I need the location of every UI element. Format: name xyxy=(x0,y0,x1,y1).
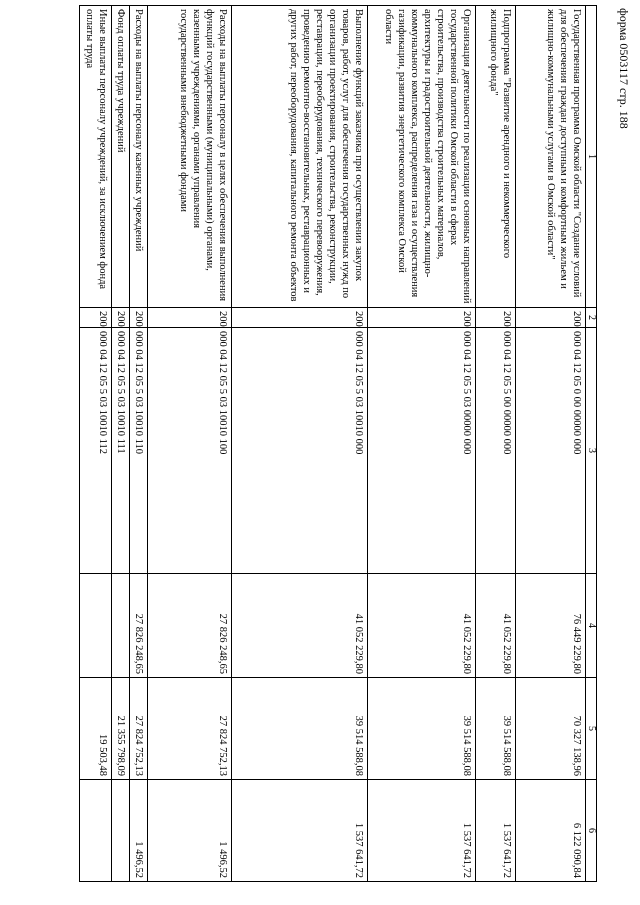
row-executed: 19 503,48 xyxy=(80,678,112,780)
table-row xyxy=(516,6,586,882)
col-header-4: 4 xyxy=(586,574,597,678)
row-name: Иные выплаты персоналу учреждений, за исключением фонда оплаты труда xyxy=(80,6,112,308)
row-approved: 41 052 229,80 xyxy=(476,574,516,678)
row-name: Подпрограмма "Развитие арендного и некоммерческого жилищного фонда" xyxy=(476,6,516,308)
row-approved: 27 826 248,65 xyxy=(130,574,148,678)
row-budget-code: 000 04 12 05 5 03 00000 000 xyxy=(368,328,476,574)
row-line-code: 200 xyxy=(368,308,476,328)
row-executed: 27 824 752,13 xyxy=(130,678,148,780)
row-approved xyxy=(112,574,130,678)
table-row xyxy=(232,6,368,882)
col-header-5: 5 xyxy=(586,678,597,780)
row-unexecuted: 1 496,52 xyxy=(148,780,232,882)
col-header-3: 3 xyxy=(586,328,597,574)
row-budget-code: 000 04 12 05 5 03 10010 111 xyxy=(112,328,130,574)
row-approved: 41 052 229,80 xyxy=(368,574,476,678)
row-unexecuted: 1 537 641,72 xyxy=(232,780,368,882)
row-budget-code: 000 04 12 05 5 03 10010 112 xyxy=(80,328,112,574)
table-row xyxy=(130,6,148,882)
row-budget-code: 000 04 12 05 5 03 10010 000 xyxy=(232,328,368,574)
row-line-code: 200 xyxy=(130,308,148,328)
row-approved: 41 052 229,80 xyxy=(232,574,368,678)
row-unexecuted: 1 537 641,72 xyxy=(368,780,476,882)
table-row xyxy=(112,6,130,882)
row-unexecuted xyxy=(80,780,112,882)
row-name: Расходы на выплаты персоналу казенных учреждений xyxy=(130,6,148,308)
row-executed: 27 824 752,13 xyxy=(148,678,232,780)
row-unexecuted: 6 122 090,84 xyxy=(516,780,586,882)
row-line-code: 200 xyxy=(232,308,368,328)
row-name: Выполнение функций заказчика при осуществлении закупок товаров, работ, услуг для обеспечения государственных нужд по организации проектирования, строительства, реконструкции, реставрации, переоборудования, технического перевооружения, проведению ремонтно-восстановительных, реставрационных и других работ, переоборудования, капитального ремонта объектов xyxy=(232,6,368,308)
row-executed: 70 327 138,96 xyxy=(516,678,586,780)
col-header-2: 2 xyxy=(586,308,597,328)
row-executed: 21 355 798,09 xyxy=(112,678,130,780)
row-budget-code: 000 04 12 05 5 03 10010 110 xyxy=(130,328,148,574)
row-line-code: 200 xyxy=(148,308,232,328)
row-approved xyxy=(80,574,112,678)
row-approved: 76 449 229,80 xyxy=(516,574,586,678)
row-line-code: 200 xyxy=(516,308,586,328)
row-executed: 39 514 588,08 xyxy=(476,678,516,780)
budget-table xyxy=(79,5,597,882)
row-unexecuted xyxy=(112,780,130,882)
row-budget-code: 000 04 12 05 5 03 10010 100 xyxy=(148,328,232,574)
table-row xyxy=(476,6,516,882)
column-number-row xyxy=(586,6,597,882)
row-executed: 39 514 588,08 xyxy=(232,678,368,780)
table-row xyxy=(368,6,476,882)
row-name: Фонд оплаты труда учреждений xyxy=(112,6,130,308)
row-budget-code: 000 04 12 05 0 00 00000 000 xyxy=(516,328,586,574)
row-unexecuted: 1 496,52 xyxy=(130,780,148,882)
row-name: Расходы на выплаты персоналу в целях обеспечения выполнения функций государственными (муниципальными) органами, казенными учреждениями, органами управления государственными внебюджетными фондами xyxy=(148,6,232,308)
col-header-1: 1 xyxy=(586,6,597,308)
row-line-code: 200 xyxy=(80,308,112,328)
table-row xyxy=(148,6,232,882)
row-name: Организация деятельности по реализации основных направлений государственной политики Омской области в сферах строительства, производства строительных материалов, архитектуры и градостроительной деятельности, жилищно-коммунального комплекса, распределения газа и осуществления газификации, развития энергетического комплекса Омской области xyxy=(368,6,476,308)
col-header-6: 6 xyxy=(586,780,597,882)
row-name: Государственная программа Омской области "Создание условий для обеспечения граждан доступным и комфортным жильем и жилищно-коммунальными услугами в Омской области" xyxy=(516,6,586,308)
row-line-code: 200 xyxy=(476,308,516,328)
row-approved: 27 826 248,65 xyxy=(148,574,232,678)
row-executed: 39 514 588,08 xyxy=(368,678,476,780)
row-unexecuted: 1 537 641,72 xyxy=(476,780,516,882)
row-budget-code: 000 04 12 05 5 00 00000 000 xyxy=(476,328,516,574)
row-line-code: 200 xyxy=(112,308,130,328)
form-label: форма 0503117 стр. 188 xyxy=(617,8,631,129)
table-row xyxy=(80,6,112,882)
rotated-table-container xyxy=(78,5,597,881)
